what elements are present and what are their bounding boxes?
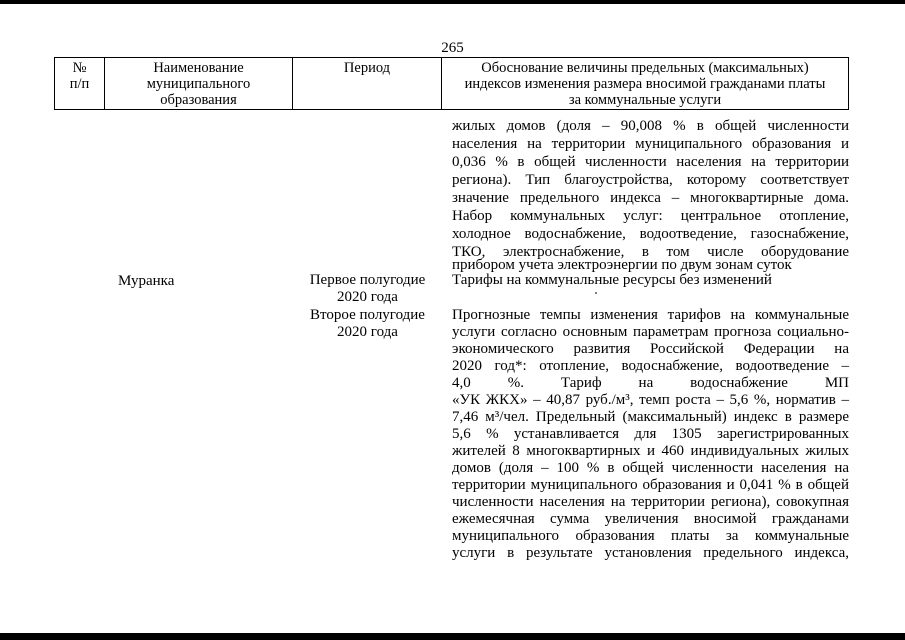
text-line: населения на территории муниципального образования и [452,136,849,152]
header-number-line: № [72,60,87,76]
text-line: домов (доля – 100 % в общей численности населения на [452,460,849,476]
text-line: услуги в результате установления предельного индекса, [452,545,849,561]
text-line: ежемесячная сумма увеличения вносимой гражданами [452,511,849,527]
text-line: 7,46 м³/чел. Предельный (максимальный) индекс в размере [452,409,849,425]
text-line: жилых домов (доля – 90,008 % в общей численности [452,118,849,134]
text-line: 2020 год*: отопление, водоснабжение, водоотведение – [452,358,849,374]
text-line: территории муниципального образования и 0,041 % в общей [452,477,849,493]
text-line: «УК ЖКХ» – 40,87 руб./м³, темп роста – 5,6 %, норматив – [452,392,849,408]
header-municipality-line: муниципального [146,76,251,92]
text-line: 0,036 % в общей численности населения на территории [452,154,849,170]
header-justification-line: за коммунальные услуги [568,92,722,108]
text-line: жителей 8 многоквартирных и 460 индивидуальных жилых [452,443,849,459]
text-line: муниципального образования платы за коммунальные [452,528,849,544]
header-justification [442,60,848,108]
page-number: 265 [441,40,464,56]
scan-speck [595,292,597,294]
text-line: Набор коммунальных услуг: центральное отопление, [452,208,849,224]
text-line: региона). Тип благоустройства, которому соответствует [452,172,849,188]
text-line: холодное водоснабжение, водоотведение, газоснабжение, [452,226,849,242]
header-municipality-line: Наименование [153,60,244,76]
municipality-name: Муранка [118,273,175,289]
period-line: Второе полугодие [310,307,425,323]
text-line: 5,6 % устанавливается для 1305 зарегистрированных [452,426,849,442]
text-line: прибором учета электроэнергии по двум зонам суток [452,257,792,273]
text-line: ТКО, электроснабжение, в том числе оборудование [452,244,849,260]
header-col-divider [848,57,849,110]
period-line: Первое полугодие [309,272,426,288]
text-line: услуги согласно основным параметрам прогноза социально- [452,324,849,340]
header-justification-line: Обоснование величины предельных (максимальных) [481,60,809,76]
period-first-half [300,272,435,305]
header-justification-line: индексов изменения размера вносимой гражданами платы [464,76,826,92]
text-line: численности населения на территории региона), совокупная [452,494,849,510]
scan-bottom-border [0,633,905,640]
header-municipality-line: образования [160,92,237,108]
header-period-line: Период [343,60,391,76]
header-number [55,60,104,92]
period-line: 2020 года [337,288,398,305]
text-line: 4,0 %. Тариф на водоснабжение МП [452,375,849,391]
text-line: Прогнозные темпы изменения тарифов на коммунальные [452,307,849,323]
justification-no-change: Тарифы на коммунальные ресурсы без изменений [452,272,772,288]
header-top-rule [54,57,849,58]
header-number-line: п/п [69,76,90,92]
header-municipality [105,60,292,108]
text-line: экономического развития Российской Федерации на [452,341,849,357]
header-bottom-rule [54,109,849,110]
scan-top-border [0,0,905,4]
period-second-half [300,307,435,340]
text-line: значение предельного индекса – многоквартирные дома. [452,190,849,206]
header-period [293,60,441,76]
period-line: 2020 года [337,323,398,340]
